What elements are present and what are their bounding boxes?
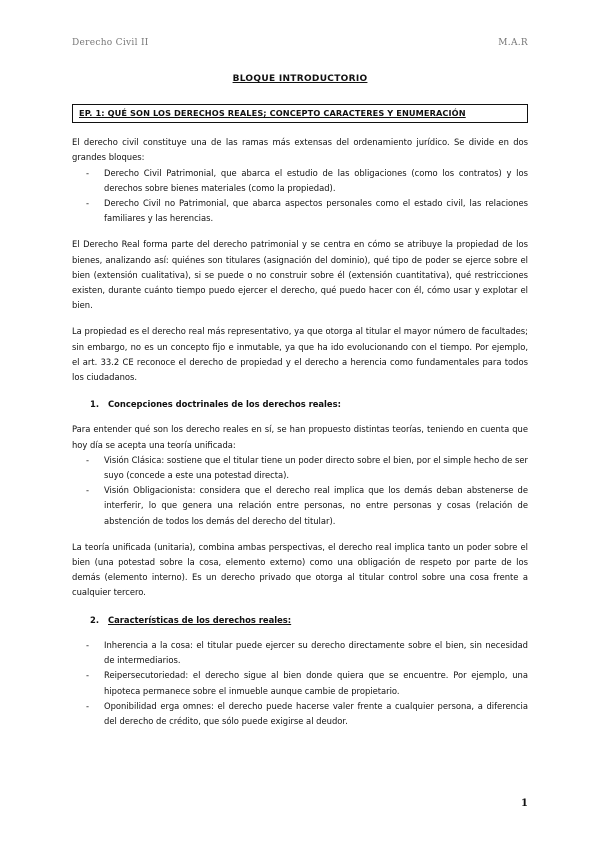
intro-paragraph: El derecho civil constituye una de las ramas más extensas del ordenamiento jurídico. Se divide en dos grandes bloques: <box>72 137 528 163</box>
intro-list <box>72 166 528 227</box>
list-item: - Visión Clásica: sostiene que el titular tiene un poder directo sobre el bien, por el simple hecho de ser suyo (concede a este una potestad directa). <box>104 453 528 483</box>
list-item: - Reipersecutoriedad: el derecho sigue al bien donde quiera que se encuentre. Por ejemplo, una hipoteca permanece sobre el inmueble aunque cambie de propietario. <box>104 668 528 698</box>
header-subject: Derecho Civil II <box>72 38 149 48</box>
header-author-initials: M.A.R <box>498 38 528 48</box>
document-body <box>72 104 528 729</box>
list-item: - Oponibilidad erga omnes: el derecho puede hacerse valer frente a cualquier persona, a diferencia del derecho de crédito, que sólo puede exigirse al deudor. <box>104 699 528 729</box>
page-title: BLOQUE INTRODUCTORIO <box>232 74 368 84</box>
section-number: 2. <box>90 614 100 625</box>
list-item: - Visión Obligacionista: considera que el derecho real implica que los demás deban abstenerse de interferir, lo que genera una relación entre personas, no entre personas y cosas (relación de abstención de todos los demás del derecho del titular). <box>104 483 528 529</box>
section-title: Concepciones doctrinales de los derechos reales: <box>108 399 341 410</box>
section-heading-2 <box>72 613 528 628</box>
section-heading-1 <box>72 397 528 412</box>
episode-heading-box: EP. 1: QUÉ SON LOS DERECHOS REALES; CONCEPTO CARACTERES Y ENUMERACIÓN <box>72 104 528 123</box>
paragraph-derecho-real: El Derecho Real forma parte del derecho patrimonial y se centra en cómo se atribuye la propiedad de los bienes, analizando así: quiénes son titulares (asignación del dominio), qué tipo de poder se ejerce sobre el bien (extensión cualitativa), si se puede o no construir sobre él (extensión cuantitativa), qué restricciones existen, durante cuánto tiempo puedo ejercer el derecho, qué puedo hacer con él, cómo usar y explotar el bien. <box>72 239 528 311</box>
page-number: 1 <box>521 798 528 809</box>
list-item: - Derecho Civil Patrimonial, que abarca el estudio de las obligaciones (como los contratos) y los derechos sobre bienes materiales (como la propiedad). <box>104 166 528 196</box>
section-title: Características de los derechos reales: <box>108 614 292 625</box>
section1-paragraph: Para entender qué son los derecho reales en sí, se han propuesto distintas teorías, teniendo en cuenta que hoy día se acepta una teoría unificada: <box>72 424 528 450</box>
list-item: - Inherencia a la cosa: el titular puede ejercer su derecho directamente sobre el bien, sin necesidad de intermediarios. <box>104 638 528 668</box>
paragraph-propiedad: La propiedad es el derecho real más representativo, ya que otorga al titular el mayor número de facultades; sin embargo, no es un concepto fijo e inmutable, ya que ha ido evolucionando con el tiempo. Por ejemplo, el art. 33.2 CE reconoce el derecho de propiedad y el derecho a herencia como fundamentales para todos los ciudadanos. <box>72 326 528 383</box>
section1-closing-paragraph: La teoría unificada (unitaria), combina ambas perspectivas, el derecho real implica tanto un poder sobre el bien (una potestad sobre la cosa, elemento externo) como una obligación de respeto por parte de los demás (elemento interno). Es un derecho privado que otorga al titular control sobre una cosa frente a cualquier tercero. <box>72 541 528 598</box>
section2-list <box>72 638 528 729</box>
list-item: - Derecho Civil no Patrimonial, que abarca aspectos personales como el estado civil, las relaciones familiares y las herencias. <box>104 196 528 226</box>
section-number: 1. <box>90 399 100 410</box>
section1-list <box>72 453 528 529</box>
